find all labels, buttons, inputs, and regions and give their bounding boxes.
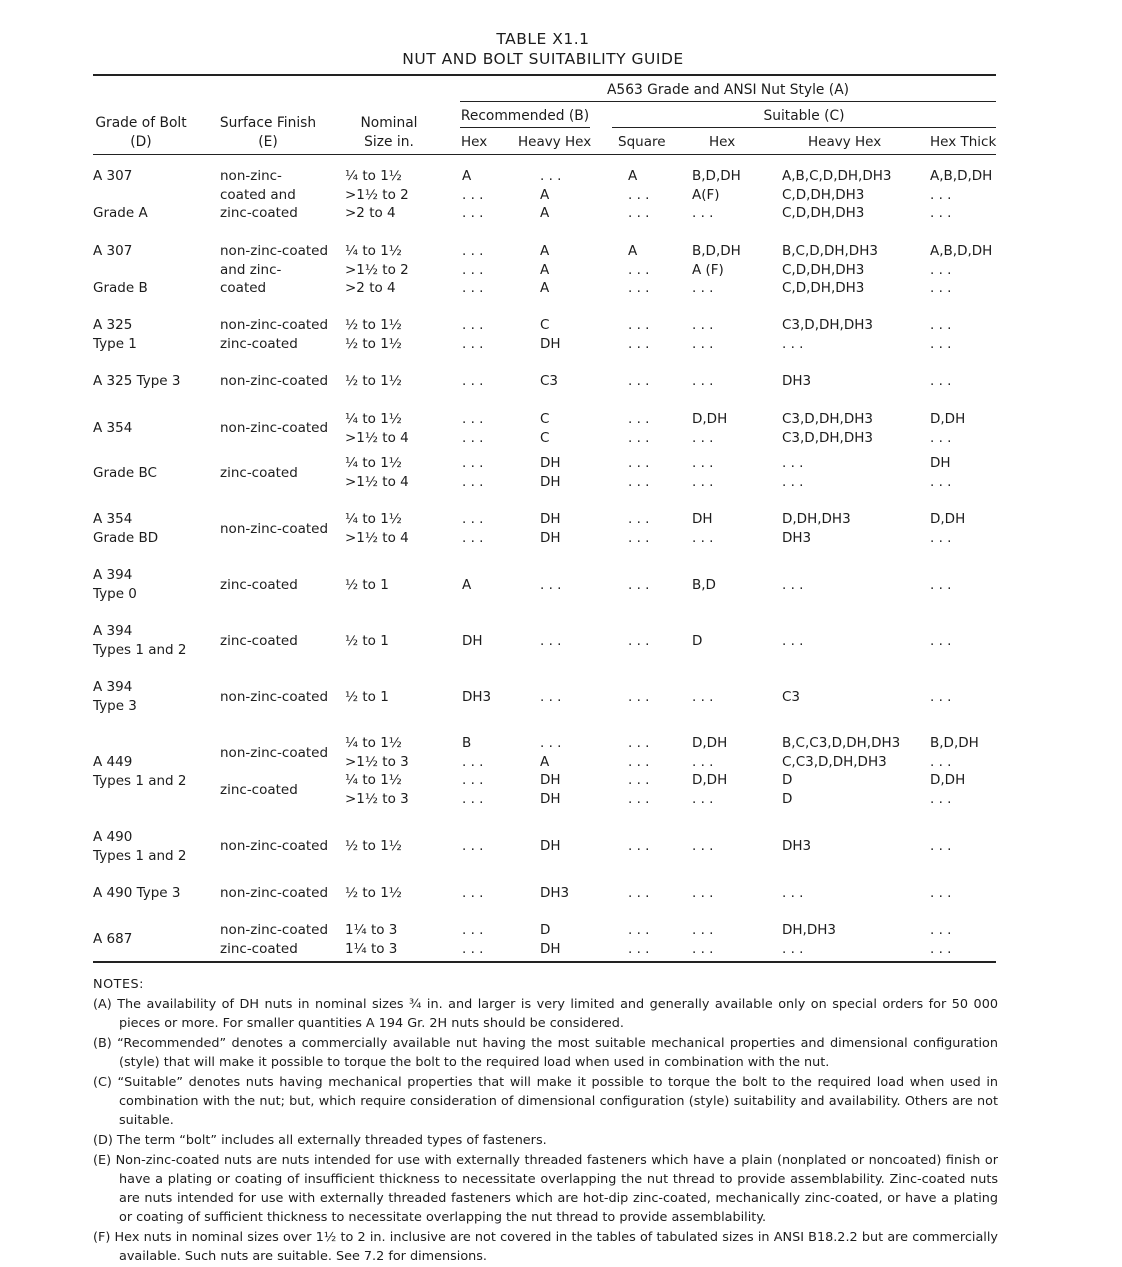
row-0-finish: non-zinc- coated and zinc-coated (220, 168, 298, 221)
row-7-grade: A 394 Type 0 (93, 567, 137, 602)
row-12-hex: . . . (692, 885, 714, 901)
row-11-heavy-hex: DH3 (782, 838, 812, 854)
row-11-rec-heavy: DH (540, 838, 561, 854)
row-10-finish-a: non-zinc-coated (220, 745, 329, 761)
row-5-square: . . . . . . (628, 455, 650, 490)
row-3-hex: . . . (692, 373, 714, 389)
row-10-hex-thick: B,D,DH . . . D,DH . . . (930, 735, 979, 807)
row-10-hex: D,DH . . . D,DH . . . (692, 735, 728, 807)
finish-header-line2: (E) (258, 133, 278, 150)
row-13-rec-hex: . . . . . . (462, 922, 484, 957)
row-8-finish: zinc-coated (220, 633, 298, 649)
size-header (345, 114, 433, 151)
row-4-square: . . . . . . (628, 411, 650, 446)
row-2-rec-heavy: C DH (540, 317, 561, 352)
row-8-rec-hex: DH (462, 633, 483, 649)
row-0-grade: A 307 Grade A (93, 168, 148, 221)
row-12-finish: non-zinc-coated (220, 885, 329, 901)
row-0-rec-hex: A . . . . . . (462, 168, 484, 221)
row-5-rec-heavy: DH DH (540, 455, 561, 490)
row-3-rec-hex: . . . (462, 373, 484, 389)
row-8-heavy-hex: . . . (782, 633, 804, 649)
note-c: (C) “Suitable” denotes nuts having mechanical properties that will make it possible to torque the bolt to the required load when used in combination with the nut; but, which require consideration of dimensional configuration (style) suitability and availability. Others are not suitable. (93, 1075, 998, 1128)
row-10-grade: A 449 Types 1 and 2 (93, 754, 187, 789)
col-suit-hex-header: Hex (709, 134, 736, 150)
finish-header-line1: Surface Finish (219, 115, 317, 131)
col-rec-heavy-hex-header: Heavy Hex (518, 134, 592, 150)
row-4-rec-hex: . . . . . . (462, 411, 484, 446)
row-7-heavy-hex: . . . (782, 577, 804, 593)
row-12-grade: A 490 Type 3 (93, 885, 181, 901)
row-9-size: ½ to 1 (345, 689, 389, 705)
row-10-rec-heavy: . . . A DH DH (540, 735, 562, 807)
recommended-header: Recommended (B) (460, 108, 590, 124)
col-hex-thick-header: Hex Thick (930, 134, 997, 150)
row-5-grade: Grade BC (93, 465, 157, 481)
note-e: (E) Non-zinc-coated nuts are nuts intended for use with externally threaded fasteners which have a plain (nonplated or noncoated) finish or have a plating or coating of insufficient thickness to necessitate overlapping the nut thread to provide assemblability. Zinc-coated nuts are nuts intended for use with externally threaded fasteners which are hot-dip zinc-coated, mechanically zinc-coated, or have a plating or coating of sufficient thickness to necessitate overlapping the nut thread to provide assemblability. (93, 1153, 998, 1225)
row-3-rec-heavy: C3 (540, 373, 559, 389)
row-11-grade: A 490 Types 1 and 2 (93, 829, 187, 864)
size-header-line2: Size in. (364, 133, 414, 150)
row-9-hex-thick: . . . (930, 689, 952, 705)
row-6-finish: non-zinc-coated (220, 521, 329, 537)
row-9-grade: A 394 Type 3 (93, 679, 137, 714)
row-5-finish: zinc-coated (220, 465, 298, 481)
row-11-hex-thick: . . . (930, 838, 952, 854)
row-10-heavy-hex: B,C,C3,D,DH,DH3 C,C3,D,DH,DH3 D D (782, 735, 901, 807)
row-1-hex-thick: A,B,D,DH . . . . . . (930, 243, 993, 296)
notes-section (93, 975, 998, 1267)
row-12-heavy-hex: . . . (782, 885, 804, 901)
row-5-size: ¼ to 1½ >1½ to 4 (345, 455, 409, 490)
row-9-square: . . . (628, 689, 650, 705)
grade-header-line1: Grade of Bolt (95, 115, 187, 131)
row-1-hex: B,D,DH A (F) . . . (692, 243, 741, 296)
header-rule (93, 154, 996, 155)
row-8-size: ½ to 1 (345, 633, 389, 649)
row-10-finish-b: zinc-coated (220, 782, 298, 798)
row-6-hex-thick: D,DH . . . (930, 511, 966, 546)
row-3-finish: non-zinc-coated (220, 373, 329, 389)
row-2-hex-thick: . . . . . . (930, 317, 952, 352)
row-2-rec-hex: . . . . . . (462, 317, 484, 352)
row-8-hex: D (692, 633, 703, 649)
row-4-grade: A 354 (93, 420, 133, 436)
row-1-square: A . . . . . . (628, 243, 650, 296)
row-12-square: . . . (628, 885, 650, 901)
row-8-hex-thick: . . . (930, 633, 952, 649)
row-10-square: . . . . . . . . . . . . (628, 735, 650, 807)
row-6-size: ¼ to 1½ >1½ to 4 (345, 511, 409, 546)
row-13-rec-heavy: D DH (540, 922, 561, 957)
row-7-size: ½ to 1 (345, 577, 389, 593)
row-10-size: ¼ to 1½ >1½ to 3 ¼ to 1½ >1½ to 3 (345, 735, 409, 807)
row-13-heavy-hex: DH,DH3 . . . (782, 922, 836, 957)
row-0-hex: B,D,DH A(F) . . . (692, 168, 741, 221)
row-7-hex-thick: . . . (930, 577, 952, 593)
row-8-grade: A 394 Types 1 and 2 (93, 623, 187, 658)
row-7-rec-heavy: . . . (540, 577, 562, 593)
row-9-heavy-hex: C3 (782, 689, 801, 705)
row-2-size: ½ to 1½ ½ to 1½ (345, 317, 402, 352)
row-11-hex: . . . (692, 838, 714, 854)
row-6-heavy-hex: D,DH,DH3 DH3 (782, 511, 851, 546)
row-13-grade: A 687 (93, 931, 133, 947)
row-6-hex: DH . . . (692, 511, 714, 546)
row-3-size: ½ to 1½ (345, 373, 402, 389)
row-8-square: . . . (628, 633, 650, 649)
row-0-rec-heavy: . . . A A (540, 168, 562, 221)
row-9-rec-hex: DH3 (462, 689, 492, 705)
row-13-hex: . . . . . . (692, 922, 714, 957)
row-11-square: . . . (628, 838, 650, 854)
row-9-hex: . . . (692, 689, 714, 705)
row-4-rec-heavy: C C (540, 411, 550, 446)
size-header-line1: Nominal (360, 115, 418, 131)
row-2-grade: A 325 Type 1 (93, 317, 137, 352)
row-0-square: A . . . . . . (628, 168, 650, 221)
row-2-hex: . . . . . . (692, 317, 714, 352)
row-6-square: . . . . . . (628, 511, 650, 546)
row-11-size: ½ to 1½ (345, 838, 402, 854)
row-7-finish: zinc-coated (220, 577, 298, 593)
notes-title: NOTES: (93, 977, 144, 992)
row-2-square: . . . . . . (628, 317, 650, 352)
row-13-hex-thick: . . . . . . (930, 922, 952, 957)
row-3-hex-thick: . . . (930, 373, 952, 389)
row-5-heavy-hex: . . . . . . (782, 455, 804, 490)
row-1-grade: A 307 Grade B (93, 243, 148, 296)
row-6-rec-heavy: DH DH (540, 511, 561, 546)
col-square-header: Square (618, 134, 666, 150)
col-suit-heavy-hex-header: Heavy Hex (808, 134, 882, 150)
col-rec-hex-header: Hex (461, 134, 488, 150)
row-3-heavy-hex: DH3 (782, 373, 812, 389)
row-4-size: ¼ to 1½ >1½ to 4 (345, 411, 409, 446)
suitable-header: Suitable (C) (763, 108, 845, 124)
row-1-heavy-hex: B,C,D,DH,DH3 C,D,DH,DH3 C,D,DH,DH3 (782, 243, 878, 296)
row-3-square: . . . (628, 373, 650, 389)
row-12-hex-thick: . . . (930, 885, 952, 901)
note-b: (B) “Recommended” denotes a commercially available nut having the most suitable mechanical properties and dimensional configuration (style) that will make it possible to torque the bolt to the required load when used in combination with the nut. (93, 1036, 998, 1070)
row-1-rec-hex: . . . . . . . . . (462, 243, 484, 296)
row-11-finish: non-zinc-coated (220, 838, 329, 854)
row-13-square: . . . . . . (628, 922, 650, 957)
row-4-hex-thick: D,DH . . . (930, 411, 966, 446)
row-5-hex: . . . . . . (692, 455, 714, 490)
top-rule (93, 74, 996, 76)
row-3-grade: A 325 Type 3 (93, 373, 181, 389)
finish-header (210, 114, 326, 151)
row-5-rec-hex: . . . . . . (462, 455, 484, 490)
row-12-size: ½ to 1½ (345, 885, 402, 901)
suitable-rule (612, 127, 996, 128)
group-rule (460, 101, 996, 102)
row-9-rec-heavy: . . . (540, 689, 562, 705)
bottom-rule (93, 961, 996, 963)
row-8-rec-heavy: . . . (540, 633, 562, 649)
row-6-grade: A 354 Grade BD (93, 511, 159, 546)
row-4-hex: D,DH . . . (692, 411, 728, 446)
row-2-heavy-hex: C3,D,DH,DH3 . . . (782, 317, 873, 352)
row-2-finish: non-zinc-coated zinc-coated (220, 317, 329, 352)
row-4-finish: non-zinc-coated (220, 420, 329, 436)
grade-header (88, 114, 194, 151)
row-1-size: ¼ to 1½ >1½ to 2 >2 to 4 (345, 243, 409, 296)
table-title: NUT AND BOLT SUITABILITY GUIDE (402, 50, 684, 68)
row-9-finish: non-zinc-coated (220, 689, 329, 705)
note-d: (D) The term “bolt” includes all externally threaded types of fasteners. (93, 1133, 547, 1148)
row-0-heavy-hex: A,B,C,D,DH,DH3 C,D,DH,DH3 C,D,DH,DH3 (782, 168, 892, 221)
note-f: (F) Hex nuts in nominal sizes over 1½ to 2 in. inclusive are not covered in the tables of tabulated sizes in ANSI B18.2.2 but are commercially available. Such nuts are suitable. See 7.2 for dimensions. (93, 1230, 998, 1264)
row-12-rec-hex: . . . (462, 885, 484, 901)
row-10-rec-hex: B . . . . . . . . . (462, 735, 484, 807)
table-number: TABLE X1.1 (496, 30, 590, 48)
row-7-rec-hex: A (462, 577, 472, 593)
row-1-finish: non-zinc-coated and zinc- coated (220, 243, 329, 296)
row-1-rec-heavy: A A A (540, 243, 550, 296)
note-a: (A) The availability of DH nuts in nominal sizes ¾ in. and larger is very limited and generally available only on special orders for 50 000 pieces or more. For smaller quantities A 194 Gr. 2H nuts should be considered. (93, 997, 998, 1031)
row-7-hex: B,D (692, 577, 716, 593)
recommended-rule (460, 127, 590, 128)
row-5-hex-thick: DH . . . (930, 455, 952, 490)
grade-header-line2: (D) (130, 133, 152, 150)
row-4-heavy-hex: C3,D,DH,DH3 C3,D,DH,DH3 (782, 411, 873, 446)
row-7-square: . . . (628, 577, 650, 593)
row-13-size: 1¼ to 3 1¼ to 3 (345, 922, 398, 957)
row-11-rec-hex: . . . (462, 838, 484, 854)
row-6-rec-hex: . . . . . . (462, 511, 484, 546)
nut-style-group-header: A563 Grade and ANSI Nut Style (A) (606, 82, 850, 98)
row-13-finish: non-zinc-coated zinc-coated (220, 922, 329, 957)
row-0-size: ¼ to 1½ >1½ to 2 >2 to 4 (345, 168, 409, 221)
row-12-rec-heavy: DH3 (540, 885, 570, 901)
row-0-hex-thick: A,B,D,DH . . . . . . (930, 168, 993, 221)
